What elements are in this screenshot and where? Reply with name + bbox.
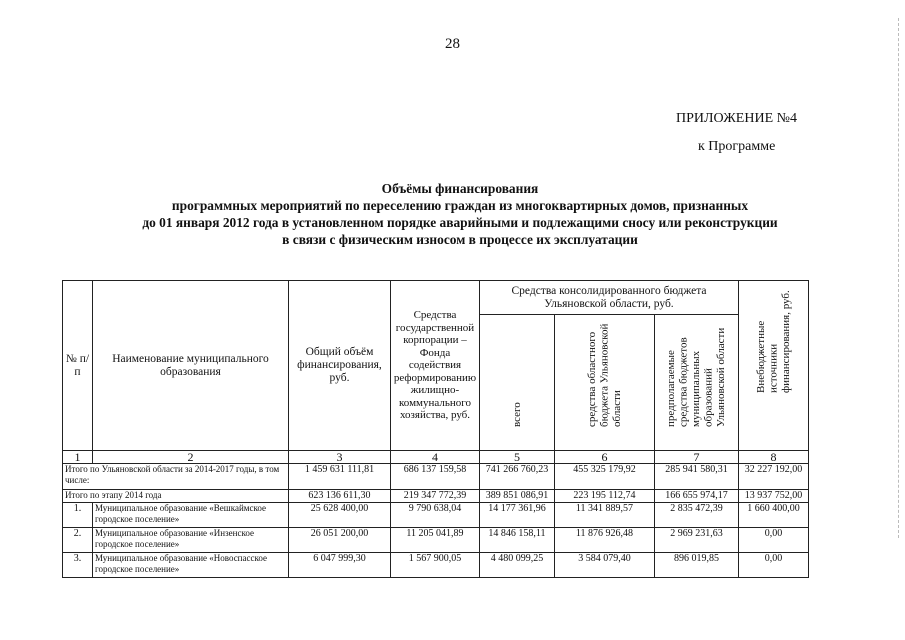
row-regional: 11 341 889,57 [555, 503, 655, 528]
header-name: Наименование муниципального образования [93, 281, 289, 451]
table-row [63, 464, 809, 490]
table-row [63, 490, 809, 503]
col-number-6: 6 [555, 451, 655, 464]
header-offbudget [739, 281, 809, 451]
row-offbudget: 0,00 [739, 553, 809, 578]
header-fund: Средства государственной корпорации – Фонда содействия реформированию жилищно-коммунального хозяйства, руб. [391, 281, 480, 451]
header-sub-regional [555, 315, 655, 451]
row-name: Муниципальное образование «Новоспасское городское поселение» [93, 553, 289, 578]
col-number-1: 1 [63, 451, 93, 464]
row-num: 1. [63, 503, 93, 528]
row-offbudget: 32 227 192,00 [739, 464, 809, 490]
table-row [63, 553, 809, 578]
header-consolidated: Средства консолидированного бюджета Ульяновской области, руб. [480, 281, 739, 315]
page-number: 28 [445, 36, 460, 52]
title-line-3: до 01 января 2012 года в установленном порядке аварийными и подлежащими сносу или реконструкции [142, 215, 778, 230]
row-name: Итого по Ульяновской области за 2014-2017 годы, в том числе: [63, 464, 289, 490]
row-name: Итого по этапу 2014 года [63, 490, 289, 503]
row-all: 741 266 760,23 [480, 464, 555, 490]
col-number-3: 3 [289, 451, 391, 464]
row-total: 26 051 200,00 [289, 528, 391, 553]
header-offbudget-text: Внебюджетные источники финансирования, руб. [754, 290, 792, 393]
financing-table [62, 280, 809, 578]
row-offbudget: 13 937 752,00 [739, 490, 809, 503]
row-num: 3. [63, 553, 93, 578]
row-fund: 219 347 772,39 [391, 490, 480, 503]
title-line-2: программных мероприятий по переселению граждан из многоквартирных домов, признанных [171, 198, 749, 213]
row-municipal: 2 969 231,63 [655, 528, 739, 553]
header-sub-all [480, 315, 555, 451]
row-municipal: 2 835 472,39 [655, 503, 739, 528]
row-offbudget: 0,00 [739, 528, 809, 553]
row-total: 6 047 999,30 [289, 553, 391, 578]
table-row [63, 528, 809, 553]
header-sub-municipal [655, 315, 739, 451]
row-num: 2. [63, 528, 93, 553]
row-all: 389 851 086,91 [480, 490, 555, 503]
row-municipal: 285 941 580,31 [655, 464, 739, 490]
table-row [63, 503, 809, 528]
col-number-5: 5 [480, 451, 555, 464]
document-title [60, 180, 860, 248]
header-total: Общий объём финансирования, руб. [289, 281, 391, 451]
title-line-4: в связи с физическим износом в процессе их эксплуатации [282, 232, 638, 247]
row-total: 1 459 631 111,81 [289, 464, 391, 490]
row-regional: 455 325 179,92 [555, 464, 655, 490]
row-regional: 3 584 079,40 [555, 553, 655, 578]
row-fund: 11 205 041,89 [391, 528, 480, 553]
row-total: 25 628 400,00 [289, 503, 391, 528]
row-fund: 9 790 638,04 [391, 503, 480, 528]
row-name: Муниципальное образование «Инзенское городское поселение» [93, 528, 289, 553]
row-municipal: 166 655 974,17 [655, 490, 739, 503]
header-sub-regional-text: средства областного бюджета Ульяновской области [585, 323, 623, 427]
appendix-label: ПРИЛОЖЕНИЕ №4 [676, 111, 797, 126]
header-sub-all-text: всего [510, 402, 523, 427]
row-all: 4 480 099,25 [480, 553, 555, 578]
page-edge-mark [896, 18, 899, 538]
title-line-1: Объёмы финансирования [381, 181, 539, 196]
header-num: № п/п [63, 281, 93, 451]
row-offbudget: 1 660 400,00 [739, 503, 809, 528]
row-regional: 11 876 926,48 [555, 528, 655, 553]
col-number-2: 2 [93, 451, 289, 464]
row-all: 14 177 361,96 [480, 503, 555, 528]
row-fund: 1 567 900,05 [391, 553, 480, 578]
row-fund: 686 137 159,58 [391, 464, 480, 490]
row-name: Муниципальное образование «Вешкаймское городское поселение» [93, 503, 289, 528]
row-all: 14 846 158,11 [480, 528, 555, 553]
col-number-8: 8 [739, 451, 809, 464]
row-regional: 223 195 112,74 [555, 490, 655, 503]
appendix-subtitle: к Программе [698, 139, 776, 154]
row-total: 623 136 611,30 [289, 490, 391, 503]
col-number-7: 7 [655, 451, 739, 464]
header-sub-municipal-text: предполагаемые средства бюджетов муниципальных образований Ульяновской области [665, 327, 728, 427]
col-number-4: 4 [391, 451, 480, 464]
row-municipal: 896 019,85 [655, 553, 739, 578]
